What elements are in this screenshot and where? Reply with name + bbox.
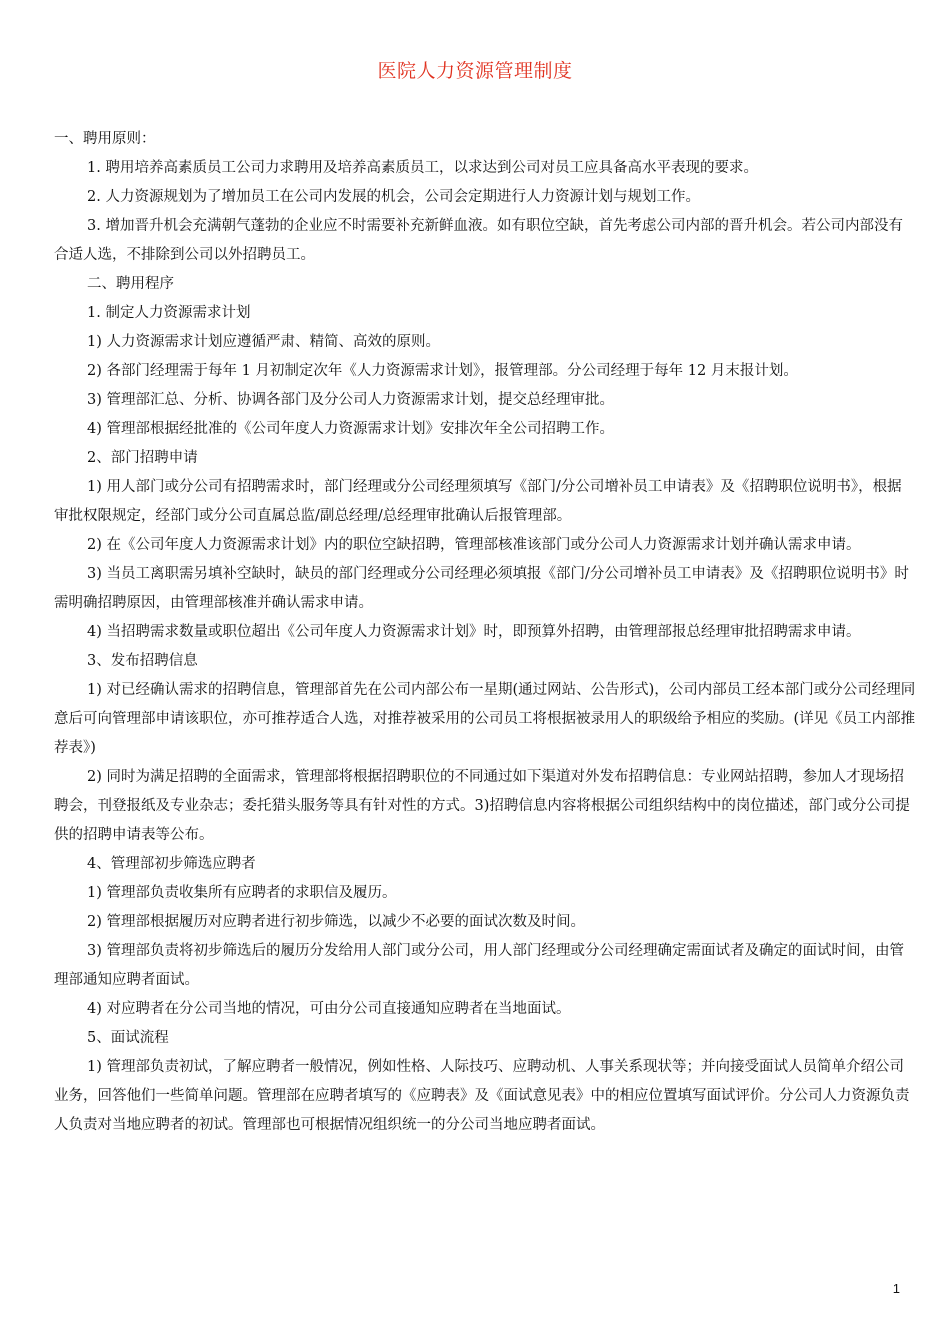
paragraph: 2、部门招聘申请 — [87, 450, 198, 466]
paragraph: 2) 同时为满足招聘的全面需求，管理部将根据招聘职位的不同通过如下渠道对外发布招聘信息：专业网站招聘，参加人才现场招聘会，刊登报纸及专业杂志；委托猎头服务等具有针对性的方式。3)招聘信息内容将根据公司组织结构中的岗位描述，部门或分公司提供的招聘申请表等公布。 — [54, 769, 910, 843]
paragraph: 3) 管理部负责将初步筛选后的履历分发给用人部门或分公司，用人部门经理或分公司经理确定需面试者及确定的面试时间，由管理部通知应聘者面试。 — [54, 943, 904, 988]
paragraph: 4) 当招聘需求数量或职位超出《公司年度人力资源需求计划》时，即预算外招聘，由管理部报总经理审批招聘需求申请。 — [87, 624, 861, 640]
paragraph: 4、管理部初步筛选应聘者 — [87, 856, 256, 872]
paragraph: 2) 管理部根据履历对应聘者进行初步筛选，以减少不必要的面试次数及时间。 — [87, 914, 585, 930]
paragraph: 1) 用人部门或分公司有招聘需求时，部门经理或分公司经理须填写《部门/分公司增补员工申请表》及《招聘职位说明书》，根据审批权限规定，经部门或分公司直属总监/副总经理/总经理审批确认后报管理部。 — [54, 479, 902, 524]
paragraph: 一、聘用原则： — [54, 131, 156, 147]
paragraph: 4) 管理部根据经批准的《公司年度人力资源需求计划》安排次年全公司招聘工作。 — [87, 421, 614, 437]
paragraph: 5、面试流程 — [87, 1030, 169, 1046]
document-title: 医院人力资源管理制度 — [377, 60, 573, 82]
paragraph: 4) 对应聘者在分公司当地的情况，可由分公司直接通知应聘者在当地面试。 — [87, 1001, 571, 1017]
paragraph: 1. 制定人力资源需求计划 — [87, 305, 251, 321]
paragraph: 2) 各部门经理需于每年 1 月初制定次年《人力资源需求计划》，报管理部。分公司经理于每年 12 月末报计划。 — [87, 363, 798, 379]
paragraph: 2. 人力资源规划为了增加员工在公司内发展的机会，公司会定期进行人力资源计划与规划工作。 — [87, 189, 700, 205]
paragraph: 2) 在《公司年度人力资源需求计划》内的职位空缺招聘，管理部核准该部门或分公司人力资源需求计划并确认需求申请。 — [87, 537, 861, 553]
document-body — [54, 125, 916, 1140]
paragraph: 1) 人力资源需求计划应遵循严肃、精简、高效的原则。 — [87, 334, 440, 350]
paragraph: 3) 管理部汇总、分析、协调各部门及分公司人力资源需求计划，提交总经理审批。 — [87, 392, 614, 408]
paragraph: 1) 对已经确认需求的招聘信息，管理部首先在公司内部公布一星期(通过网站、公告形式)，公司内部员工经本部门或分公司经理同意后可向管理部申请该职位，亦可推荐适合人选，对推荐被采用的公司员工将根据被录用人的职级给予相应的奖励。(详见《员工内部推荐表》) — [54, 682, 916, 756]
paragraph: 3. 增加晋升机会充满朝气蓬勃的企业应不时需要补充新鲜血液。如有职位空缺，首先考虑公司内部的晋升机会。若公司内部没有合适人选，不排除到公司以外招聘员工。 — [54, 218, 903, 263]
page-number: 1 — [892, 1281, 900, 1296]
paragraph: 二、聘用程序 — [87, 276, 174, 292]
paragraph: 3、发布招聘信息 — [87, 653, 198, 669]
paragraph: 1) 管理部负责收集所有应聘者的求职信及履历。 — [87, 885, 397, 901]
paragraph: 1. 聘用培养高素质员工公司力求聘用及培养高素质员工，以求达到公司对员工应具备高水平表现的要求。 — [87, 160, 758, 176]
paragraph: 1) 管理部负责初试，了解应聘者一般情况，例如性格、人际技巧、应聘动机、人事关系现状等；并向接受面试人员简单介绍公司业务，回答他们一些简单问题。管理部在应聘者填写的《应聘表》及《面试意见表》中的相应位置填写面试评价。分公司人力资源负责人负责对当地应聘者的初试。管理部也可根据情况组织统一的分公司当地应聘者面试。 — [54, 1059, 910, 1133]
paragraph: 3) 当员工离职需另填补空缺时，缺员的部门经理或分公司经理必须填报《部门/分公司增补员工申请表》及《招聘职位说明书》时需明确招聘原因，由管理部核准并确认需求申请。 — [54, 566, 909, 611]
